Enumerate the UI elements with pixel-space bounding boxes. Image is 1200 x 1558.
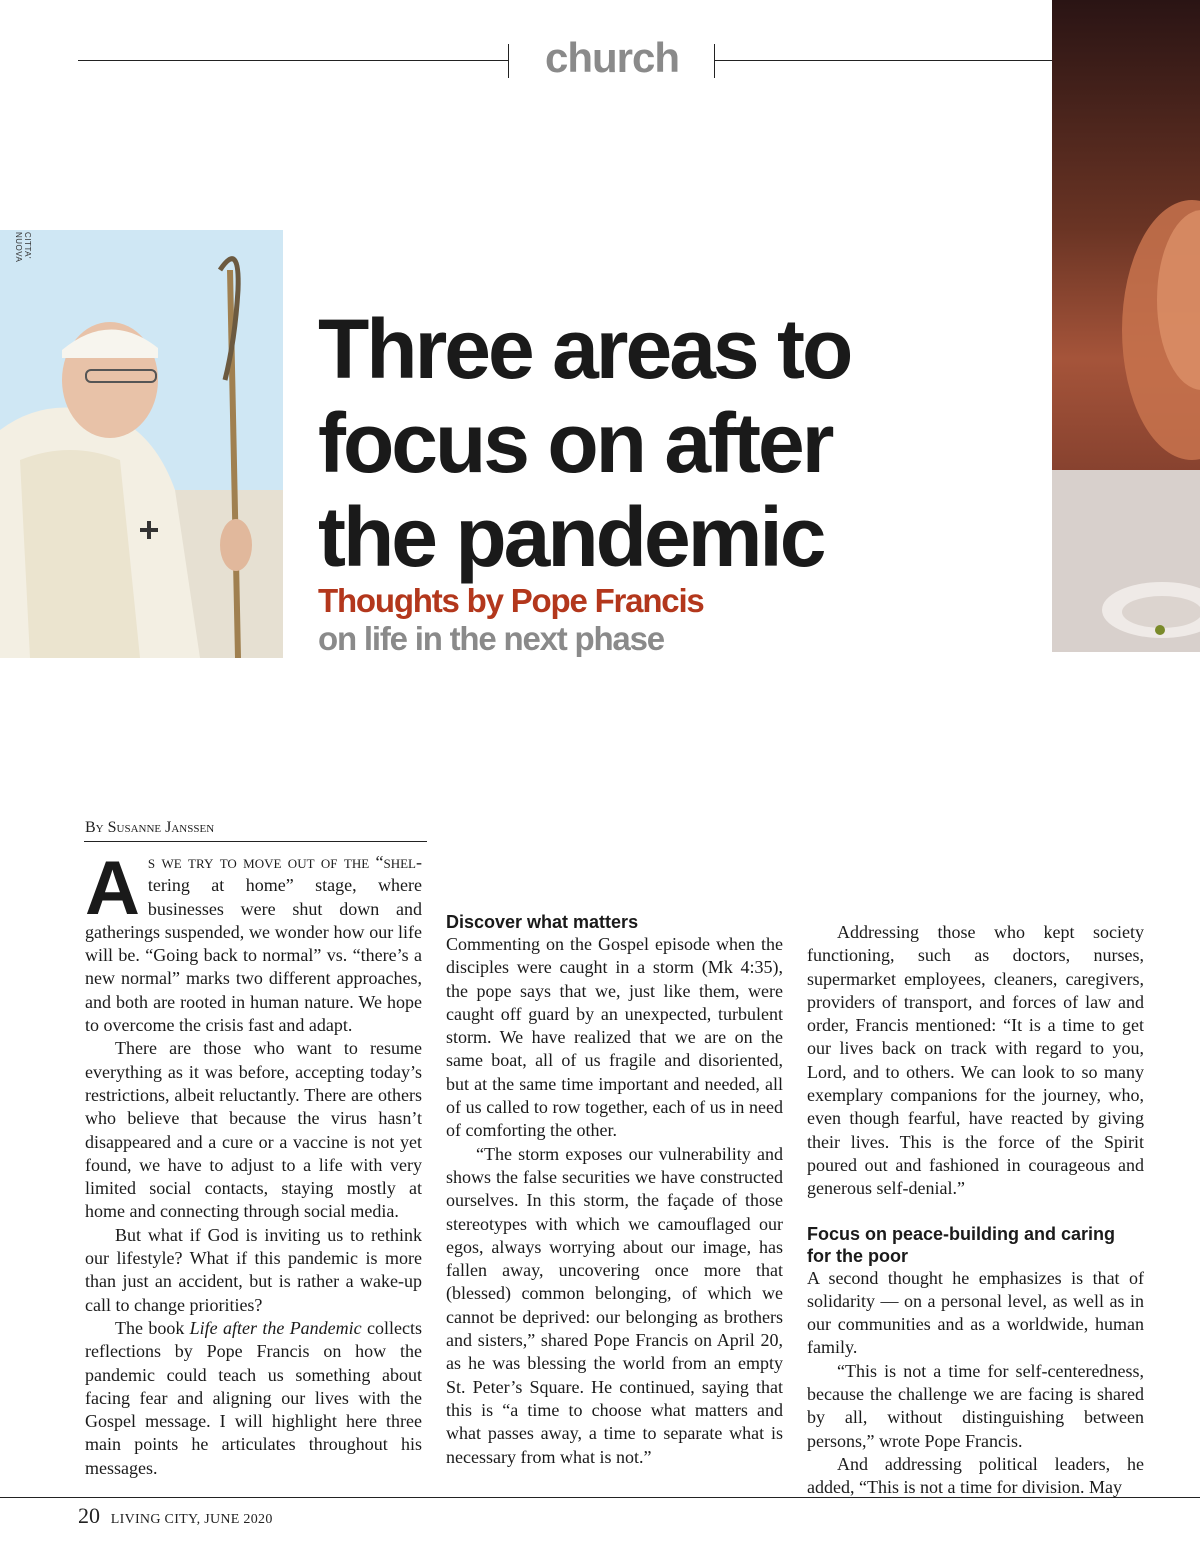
photo-credit: CITTA' NUOVA <box>14 232 32 263</box>
subtitle-line-2: on life in the next phase <box>318 620 664 657</box>
byline-rule <box>84 841 427 842</box>
photo-left <box>0 230 283 658</box>
article-paragraph: And addressing political leaders, he added, “This is not a time for division. May <box>807 1453 1144 1498</box>
headline-line-2: focus on after <box>318 396 832 490</box>
article-paragraph: “The storm exposes our vulnerability and shows the false securities we have constructed ourselves. In this storm, the façade of those stereotypes with which we camouflaged our egos, always worrying about our image, has fallen away, uncovering once more that (blessed) common belonging, of which we cannot be deprived: our belonging as brothers and sisters,” shared Pope Francis on April 20, as he was blessing the world from an empty St. Peter’s Square. He continued, saying that this is “a time to choose what matters and what passes away, a time to separate what is necessary from what is not.” <box>446 1143 783 1467</box>
subhead-discover: Discover what matters <box>446 912 639 932</box>
article-column-3 <box>807 851 1144 1500</box>
article-paragraph <box>85 846 422 1037</box>
byline-prefix: By <box>85 819 104 836</box>
byline-author: Susanne Janssen <box>107 819 215 836</box>
header-tick-left <box>508 44 509 78</box>
header-rule-left <box>78 60 508 61</box>
paragraph-text: The book <box>115 1317 185 1338</box>
article-paragraph: But what if God is inviting us to rethink our lifestyle? What if this pandemic is more than just an accident, but is rather a wake-up call to change priorities? <box>85 1224 422 1315</box>
book-title: Life after the Pandemic <box>189 1317 362 1338</box>
article-paragraph: There are those who want to resume everything as it was before, accepting today’s restrictions, albeit reluctantly. There are others who believe that because the virus hasn’t disappeared and a cure or a vaccine is not yet found, we have to adjust to a life with very limited social contacts, staying mostly at home and connecting through social media. <box>85 1038 422 1222</box>
article-column-1 <box>85 846 422 1480</box>
photo-right-illustration <box>1052 0 1200 652</box>
paragraph-text: collects reflections by Pope Francis on how the pandemic could teach us something about facing fear and aligning our lives with the Gospel message. I will highlight here three main points he articulates throughout his messages. <box>85 1317 422 1478</box>
publication-line: LIVING CITY, JUNE 2020 <box>110 1512 273 1527</box>
page-number: 20 <box>78 1503 100 1528</box>
spacer <box>807 851 1144 921</box>
headline-line-1: Three areas to <box>318 302 851 396</box>
article-paragraph <box>85 1317 422 1480</box>
section-label: church <box>544 34 680 81</box>
photo-right <box>1052 0 1200 652</box>
article-column-2 <box>446 851 783 1469</box>
paragraph-text: tering at home” stage, where businesses were shut down and gatherings suspended, we wonder how our life will be. “Going back to normal” vs. “there’s a new normal” marks two different approaches, and both are rooted in human nature. We hope to overcome the crisis fast and adapt. <box>85 875 422 1036</box>
headline-line-3: the pandemic <box>318 490 824 584</box>
article-paragraph: A second thought he emphasizes is that of solidarity — on a personal level, as well as in our communities and as a worldwide, human family. <box>807 1267 1144 1358</box>
article-paragraph: Commenting on the Gospel episode when the disciples were caught in a storm (Mk 4:35), the pope says that we, just like them, were caught off guard by an unexpected, turbulent storm. We have realized that we are on the same boat, all of us fragile and disoriented, but at the same time important and needed, all of us called to row together, each of us in need of comforting the other. <box>446 934 783 1141</box>
article-paragraph: “This is not a time for self-centeredness, because the challenge we are facing is shared by all, without distinguishing between persons,” wrote Pope Francis. <box>807 1360 1144 1451</box>
subtitle-line-1: Thoughts by Pope Francis <box>318 582 704 619</box>
article-paragraph: Addressing those who kept society functioning, such as doctors, nurses, supermarket employees, cleaners, caregivers, providers of transport, and forces of law and order, Francis mentioned: “It is a time to get our lives back on track with regard to you, Lord, and to others. We can look to so many exemplary companions for the journey, who, even though fearful, have reacted by giving their lives. This is the force of the Spirit poured out and fashioned in courageous and generous self-denial.” <box>807 922 1144 1199</box>
byline <box>85 819 214 837</box>
lead-in: s we try to move out of the “shel- <box>147 852 422 872</box>
photo-left-illustration <box>0 230 283 658</box>
subhead-peace: Focus on peace-building and caring for the poor <box>807 1223 1116 1266</box>
dropcap: A <box>85 846 140 931</box>
footer-rule <box>0 1497 1200 1498</box>
header-tick-right <box>714 44 715 78</box>
header-rule-right <box>714 60 1052 61</box>
folio <box>78 1503 273 1529</box>
headline <box>318 302 1038 584</box>
